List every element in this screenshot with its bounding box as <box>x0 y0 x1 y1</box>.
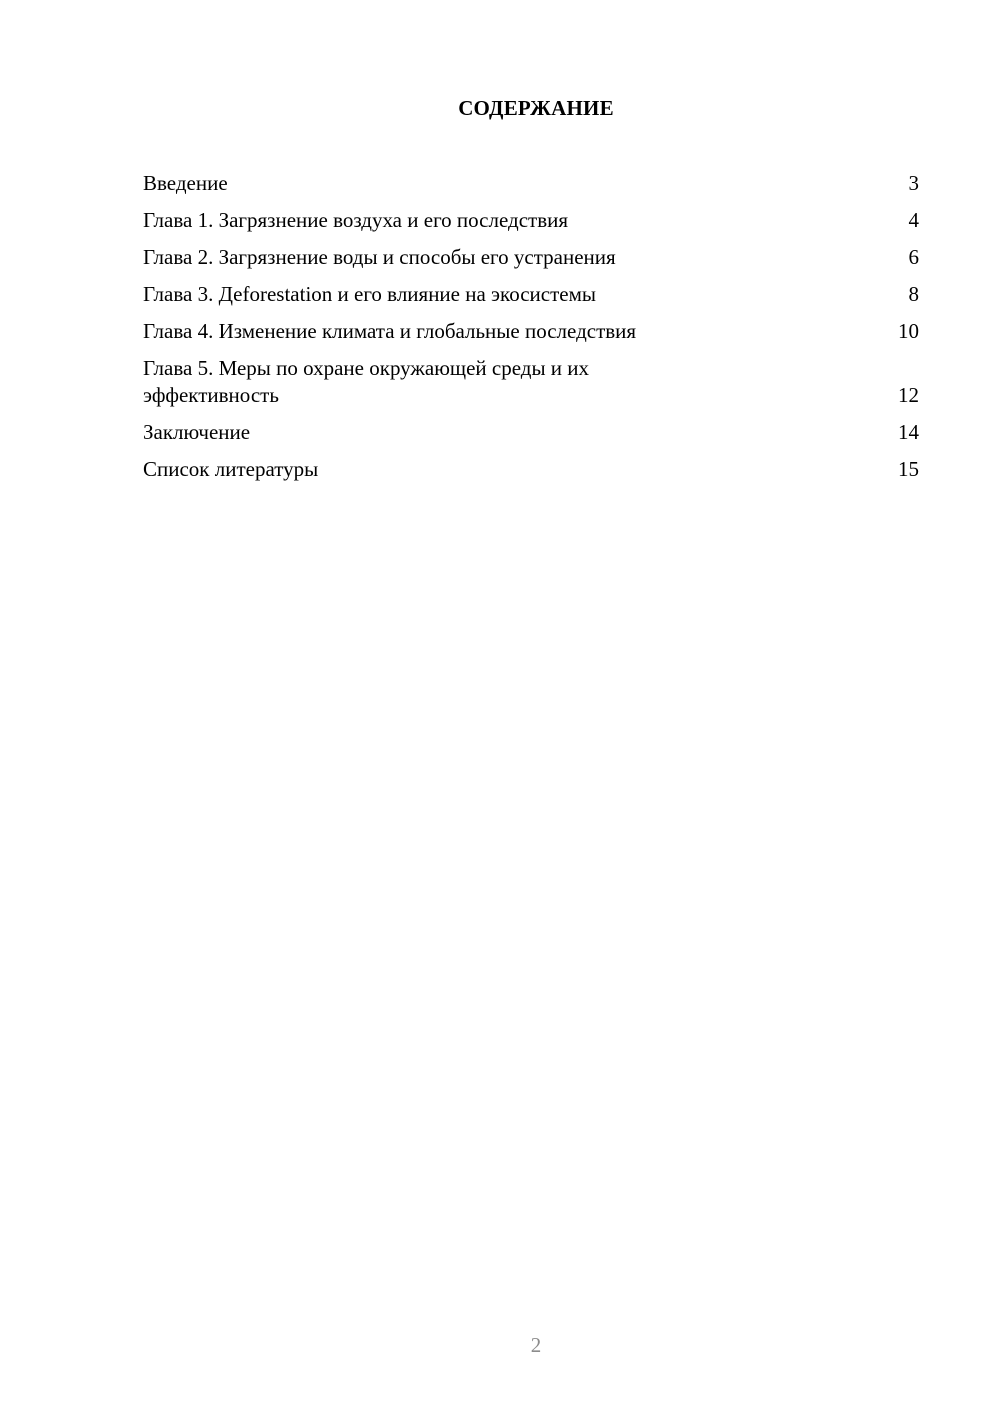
toc-title: СОДЕРЖАНИЕ <box>458 96 614 120</box>
toc-entry-bibliography <box>143 456 919 483</box>
toc-entry-label: Глава 5. Меры по охране окружающей среды и их эффективность <box>143 356 590 407</box>
toc-entry-conclusion <box>143 419 919 446</box>
toc-entry-chapter-3 <box>143 281 919 308</box>
toc-entry-introduction <box>143 170 919 197</box>
toc-entry-label: Глава 4. Изменение климата и глобальные последствия <box>143 319 637 343</box>
toc-entry-page-number: 3 <box>908 171 919 195</box>
toc-entry-page-number: 14 <box>898 420 919 444</box>
toc-entry-label: Список литературы <box>143 457 319 481</box>
toc-entry-label: Глава 3. Деforestation и его влияние на экосистемы <box>143 282 596 306</box>
toc-entry-page-number: 10 <box>898 319 919 343</box>
toc-entry-page-number: 15 <box>898 457 919 481</box>
toc-entry-chapter-2 <box>143 244 919 271</box>
toc-entry-chapter-5 <box>143 355 919 409</box>
page-number: 2 <box>530 1333 542 1357</box>
toc-entry-label: Глава 1. Загрязнение воздуха и его последствия <box>143 208 569 232</box>
toc-entry-label: Введение <box>143 171 228 195</box>
toc-entry-page-number: 6 <box>908 245 919 269</box>
toc-entry-chapter-4 <box>143 318 919 345</box>
toc-entry-label: Заключение <box>143 420 251 444</box>
toc-list <box>143 170 919 493</box>
toc-entry-page-number: 4 <box>908 208 919 232</box>
toc-entry-page-number: 8 <box>908 282 919 306</box>
toc-entry-page-number: 12 <box>898 383 919 407</box>
toc-entry-chapter-1 <box>143 207 919 234</box>
toc-entry-label: Глава 2. Загрязнение воды и способы его устранения <box>143 245 616 269</box>
